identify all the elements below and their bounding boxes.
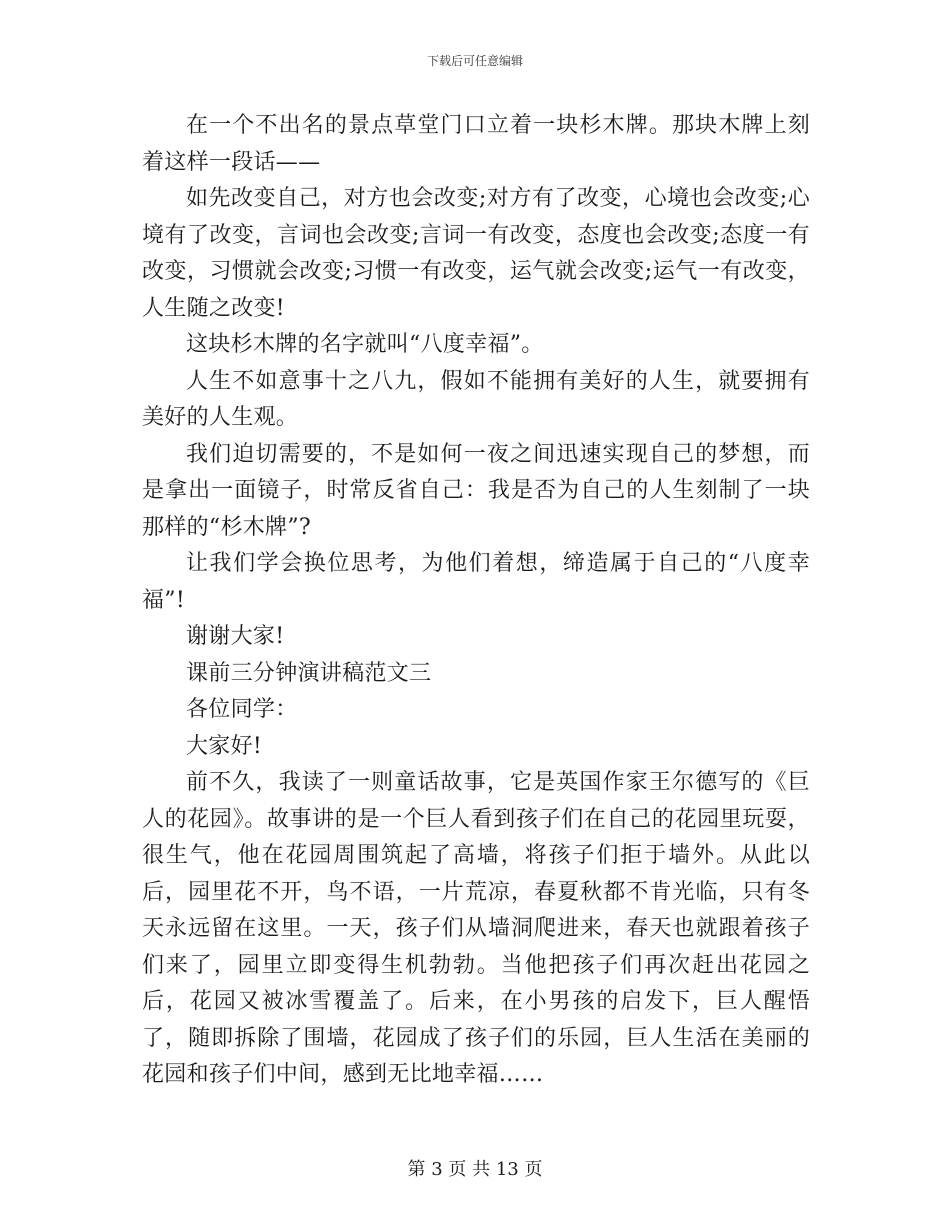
paragraph-mirror: 我们迫切需要的，不是如何一夜之间迅速实现自己的梦想，而是拿出一面镜子，时常反省自己：我是否为自己的人生刻制了一块那样的“杉木牌”?: [142, 441, 810, 540]
paragraph-thanks: 谢谢大家!: [186, 624, 285, 649]
paragraph-life-view: 人生不如意事十之八九，假如不能拥有美好的人生，就要拥有美好的人生观。: [142, 368, 810, 430]
paragraph-giant-garden: 前不久，我读了一则童话故事，它是英国作家王尔德写的《巨人的花园》。故事讲的是一个巨人看到孩子们在自己的花园里玩耍，很生气，他在花园周围筑起了高墙，将孩子们拒于墙外。从此以后，园里花不开，鸟不语，一片荒凉，春夏秋都不肯光临，只有冬天永远留在这里。一天，孩子们从墙洞爬进来，春天也就跟着孩子们来了，园里立即变得生机勃勃。当他把孩子们再次赶出花园之后，花园又被冰雪覆盖了。后来，在小男孩的启发下，巨人醒悟了，随即拆除了围墙，花园成了孩子们的乐园，巨人生活在美丽的花园和孩子们中间，感到无比地幸福……: [142, 770, 810, 1087]
paragraph-empathy: 让我们学会换位思考，为他们着想，缔造属于自己的“八度幸福”!: [142, 551, 810, 613]
paragraph-sign-name: 这块杉木牌的名字就叫“八度幸福”。: [186, 332, 544, 357]
page-number-footer: 第 3 页 共 13 页: [407, 1159, 543, 1180]
document-body: [142, 108, 810, 1094]
paragraph-intro: 在一个不出名的景点草堂门口立着一块杉木牌。那块木牌上刻着这样一段话——: [142, 113, 810, 175]
page-header-note: 下载后可任意编辑: [426, 54, 523, 68]
paragraph-eight-changes: 如先改变自己，对方也会改变;对方有了改变，心境也会改变;心境有了改变，言词也会改变;言词一有改变，态度也会改变;态度一有改变，习惯就会改变;习惯一有改变，运气就会改变;运气一有改变，人生随之改变!: [142, 186, 810, 321]
paragraph-salutation: 各位同学：: [186, 697, 298, 722]
section-title: 课前三分钟演讲稿范文三: [186, 660, 432, 686]
paragraph-greeting: 大家好!: [186, 733, 263, 759]
